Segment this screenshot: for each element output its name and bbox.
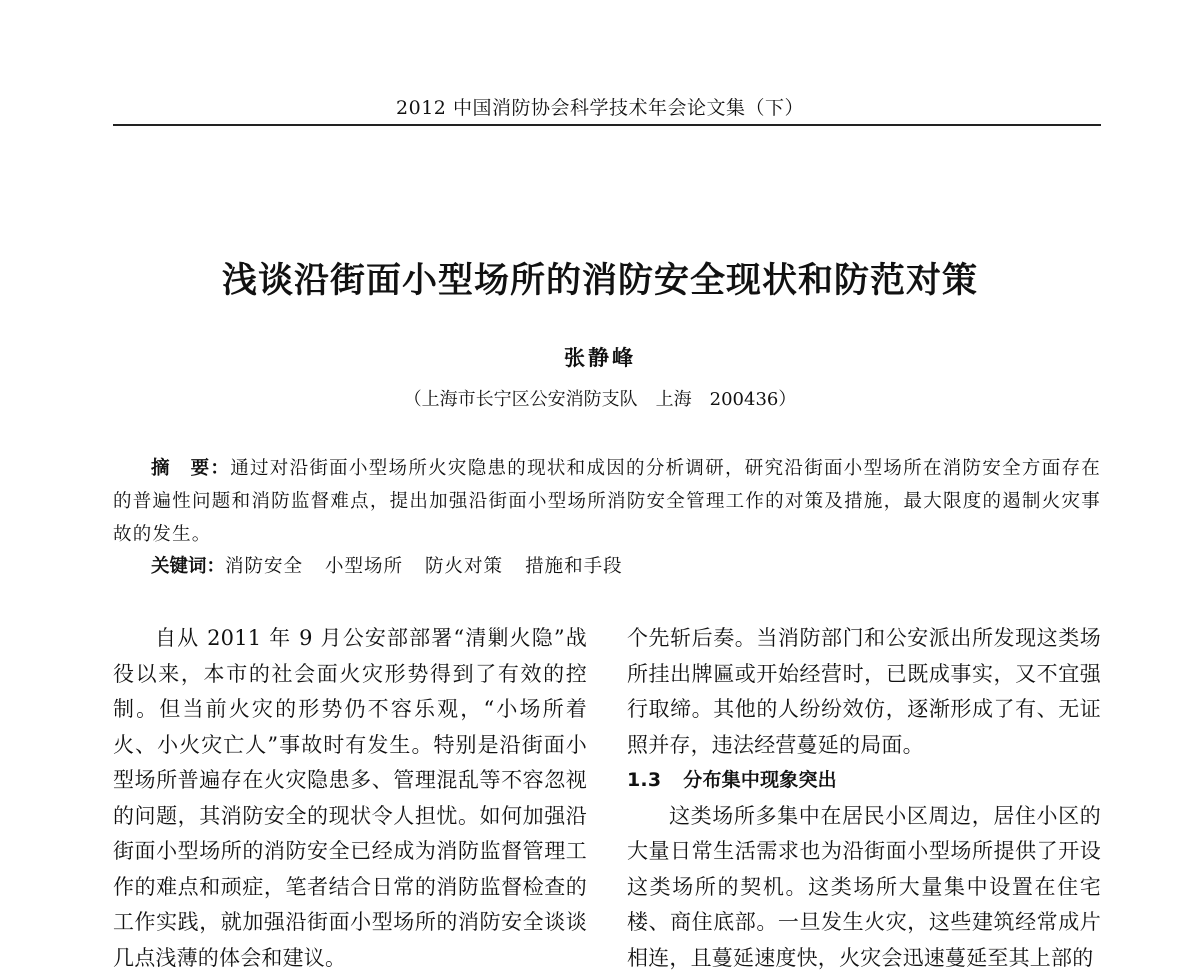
section-title: 分布集中现象突出 — [683, 769, 837, 791]
keywords — [151, 552, 1101, 582]
keyword: 小型场所 — [325, 556, 403, 577]
paper-title: 浅谈沿街面小型场所的消防安全现状和防范对策 — [0, 253, 1200, 303]
author-name: 张静峰 — [0, 342, 1200, 372]
header-rule — [113, 124, 1101, 126]
running-header: 2012 中国消防协会科学技术年会论文集（下） — [0, 93, 1200, 120]
section-paragraph: 这类场所多集中在居民小区周边，居住小区的大量日常生活需求也为沿街面小型场所提供了开设这类场所的契机。这类场所大量集中设置在住宅楼、商住底部。一旦发生火灾，这些建筑经常成片相连，且蔓延速度快，火灾会迅速蔓延至其上部的 — [627, 799, 1101, 976]
section-number: 1.3 — [627, 769, 661, 791]
keyword: 防火对策 — [425, 556, 503, 577]
abstract — [113, 452, 1101, 551]
keywords-label: 关键词： — [151, 556, 225, 577]
keyword: 消防安全 — [225, 556, 303, 577]
author-affiliation: （上海市长宁区公安消防支队 上海 200436） — [0, 385, 1200, 411]
abstract-text: 通过对沿街面小型场所火灾隐患的现状和成因的分析调研，研究沿街面小型场所在消防安全方面存在的普遍性问题和消防监督难点，提出加强沿街面小型场所消防安全管理工作的对策及措施，最大限度的遏制火灾事故的发生。 — [113, 458, 1101, 545]
left-column — [113, 621, 587, 976]
keyword: 措施和手段 — [525, 556, 623, 577]
abstract-label: 摘 要： — [151, 458, 230, 479]
continuation-paragraph: 个先斩后奏。当消防部门和公安派出所发现这类场所挂出牌匾或开始经营时，已既成事实，又不宜强行取缔。其他的人纷纷效仿，逐渐形成了有、无证照并存，违法经营蔓延的局面。 — [627, 621, 1101, 763]
section-heading — [627, 763, 1101, 799]
intro-paragraph: 自从 2011 年 9 月公安部部署“清剿火隐”战役以来，本市的社会面火灾形势得到了有效的控制。但当前火灾的形势仍不容乐观，“小场所着火、小火灾亡人”事故时有发生。特别是沿街面小型场所普遍存在火灾隐患多、管理混乱等不容忽视的问题，其消防安全的现状令人担忧。如何加强沿街面小型场所的消防安全已经成为消防监督管理工作的难点和顽症，笔者结合日常的消防监督检查的工作实践，就加强沿街面小型场所的消防安全谈谈几点浅薄的体会和建议。 — [113, 621, 587, 976]
right-column — [627, 621, 1101, 976]
